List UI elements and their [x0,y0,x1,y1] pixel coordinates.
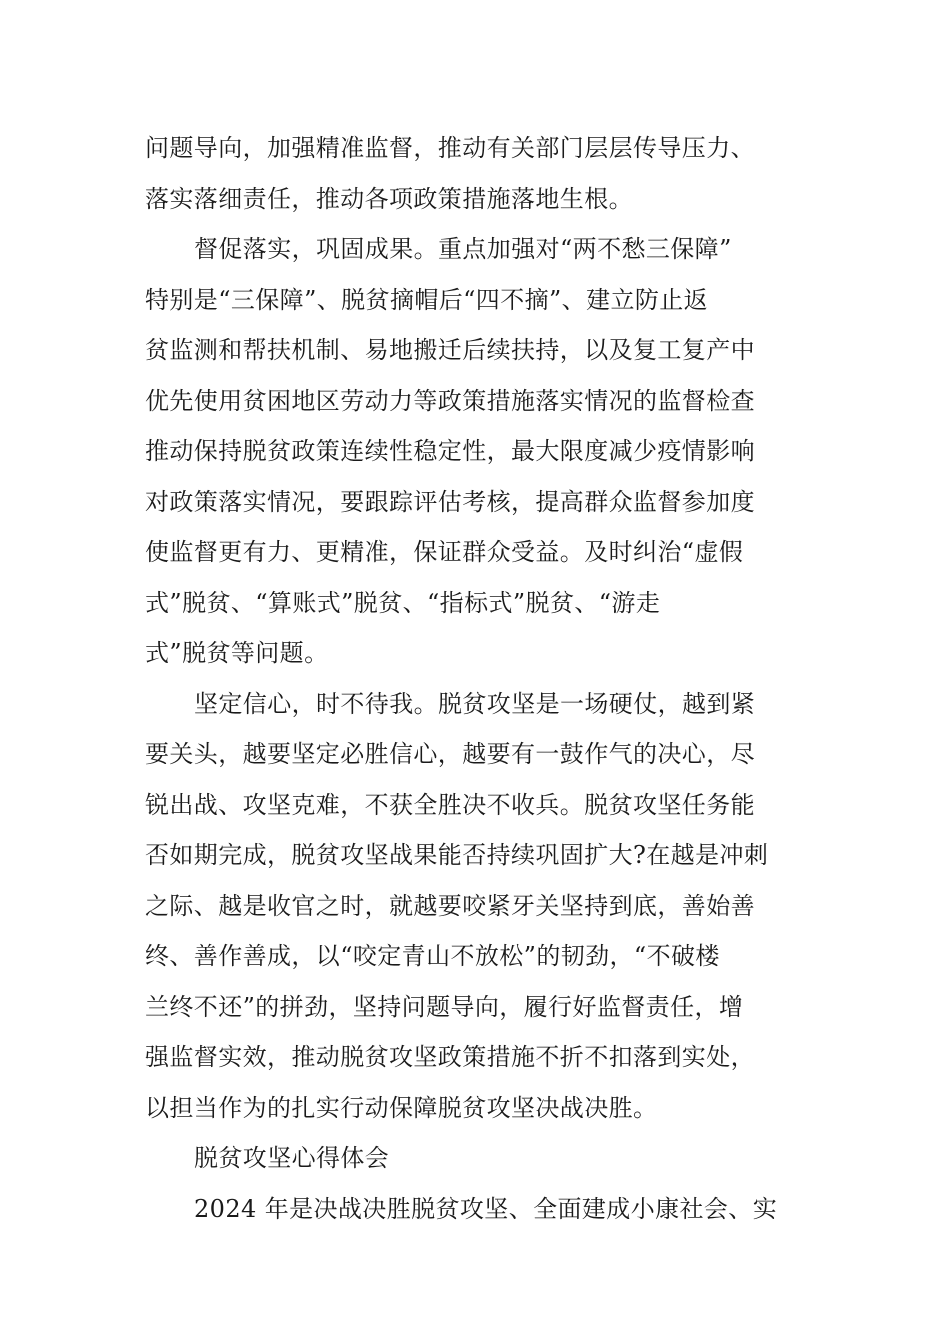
paragraph-line: 使监督更有力、更精准，保证群众受益。及时纠治“虚假 [145,538,744,566]
paragraph-line: 兰终不还”的拼劲，坚持问题导向，履行好监督责任，增 [145,993,744,1021]
section-heading: 脱贫攻坚心得体会 [194,1144,390,1172]
paragraph-line: 式”脱贫等问题。 [145,639,329,667]
paragraph-line: 落实落细责任，推动各项政策措施落地生根。 [145,185,633,213]
paragraph-line: 督促落实，巩固成果。重点加强对“两不愁三保障” [194,235,732,263]
paragraph-line: 推动保持脱贫政策连续性稳定性，最大限度减少疫情影响 [145,437,755,465]
paragraph-line: 终、善作善成，以“咬定青山不放松”的韧劲，“不破楼 [145,942,720,970]
paragraph-line: 贫监测和帮扶机制、易地搬迁后续扶持，以及复工复产中 [145,336,755,364]
paragraph-line: 特别是“三保障”、脱贫摘帽后“四不摘”、建立防止返 [145,286,709,314]
paragraph-line: 优先使用贫困地区劳动力等政策措施落实情况的监督检查 [145,387,755,415]
paragraph-line: 式”脱贫、“算账式”脱贫、“指标式”脱贫、“游走 [145,589,661,617]
paragraph-line: 坚定信心，时不待我。脱贫攻坚是一场硬仗，越到紧 [194,690,756,718]
paragraph-line: 要关头，越要坚定必胜信心，越要有一鼓作气的决心，尽 [145,740,755,768]
paragraph-line: 强监督实效，推动脱贫攻坚政策措施不折不扣落到实处， [145,1043,755,1071]
paragraph-line: 之际、越是收官之时，就越要咬紧牙关坚持到底，善始善 [145,892,755,920]
paragraph-line: 2024 年是决战决胜脱贫攻坚、全面建成小康社会、实 [194,1195,778,1223]
paragraph-line: 问题导向，加强精准监督，推动有关部门层层传导压力、 [145,134,755,162]
paragraph-line: 对政策落实情况，要跟踪评估考核，提高群众监督参加度 [145,488,755,516]
paragraph-line: 以担当作为的扎实行动保障脱贫攻坚决战决胜。 [145,1094,658,1122]
paragraph-line: 锐出战、攻坚克难，不获全胜决不收兵。脱贫攻坚任务能 [145,791,755,819]
paragraph-line: 否如期完成，脱贫攻坚战果能否持续巩固扩大?在越是冲刺 [145,841,769,869]
